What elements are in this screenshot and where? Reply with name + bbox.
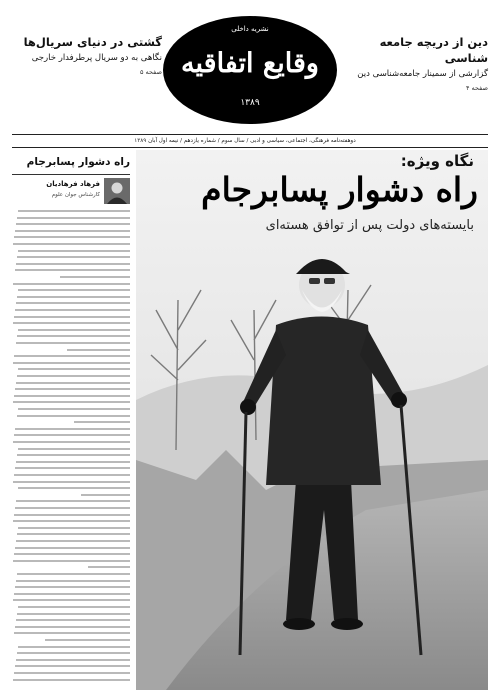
body-text-line bbox=[18, 646, 130, 648]
body-text-line bbox=[14, 474, 130, 476]
body-text-line bbox=[13, 679, 130, 681]
body-text-line bbox=[88, 566, 130, 568]
body-text-line bbox=[15, 586, 130, 588]
body-text-line bbox=[18, 289, 130, 291]
body-text-line bbox=[13, 520, 130, 522]
body-text-line bbox=[14, 355, 130, 357]
body-text-line bbox=[13, 401, 130, 403]
body-text-line bbox=[16, 659, 130, 661]
body-text-line bbox=[13, 243, 130, 245]
body-text-line bbox=[17, 415, 130, 417]
body-text-line bbox=[16, 342, 130, 344]
author-avatar bbox=[104, 178, 130, 204]
body-text-line bbox=[17, 652, 130, 654]
masthead-divider-bottom bbox=[12, 147, 488, 148]
body-text-line bbox=[13, 481, 130, 483]
teaser-tv-series[interactable] bbox=[12, 34, 162, 78]
body-text-line bbox=[18, 448, 130, 450]
body-text-line bbox=[16, 580, 130, 582]
body-text-line bbox=[60, 276, 130, 278]
body-text-line bbox=[14, 395, 130, 397]
logo-tagline: نشریه داخلی bbox=[231, 25, 269, 33]
teaser-religion-sociology[interactable] bbox=[338, 34, 488, 94]
body-text-line bbox=[14, 593, 130, 595]
teaser-subtitle: گزارشی از سمینار جامعه‌شناسی دین bbox=[357, 69, 488, 79]
body-text-line bbox=[17, 613, 130, 615]
sidebar-heading: راه دشوار پسابرجام bbox=[26, 156, 130, 168]
body-text-line bbox=[18, 606, 130, 608]
body-text-line bbox=[14, 672, 130, 674]
headline-subtitle: بایسته‌های دولت پس از توافق هسته‌ای bbox=[265, 218, 474, 233]
body-text-line bbox=[14, 236, 130, 238]
body-text-line bbox=[81, 494, 130, 496]
issue-year: ۱۳۸۹ bbox=[240, 98, 260, 108]
body-text-line bbox=[16, 302, 130, 304]
author-role: کارشناس جوان علوم bbox=[51, 192, 100, 198]
body-text-line bbox=[18, 527, 130, 529]
main-headline: راه دشوار پسابرجام bbox=[201, 170, 478, 209]
body-text-line bbox=[13, 441, 130, 443]
newspaper-title: وقایع اتفاقیه bbox=[181, 48, 319, 79]
body-text-line bbox=[16, 223, 130, 225]
teaser-title: دین از دریچه جامعه شناسی bbox=[379, 35, 488, 65]
body-text-line bbox=[15, 665, 130, 667]
body-text-line bbox=[15, 388, 130, 390]
body-text-line bbox=[16, 382, 130, 384]
body-text-line bbox=[14, 316, 130, 318]
body-text-line bbox=[17, 256, 130, 258]
issue-info-line: دوهفته‌نامه فرهنگی، اجتماعی، سیاسی و ادبی / سال سوم / شماره یازدهم / نیمه اول آبان ۱۳۸۹ bbox=[134, 138, 356, 144]
body-text-line bbox=[16, 540, 130, 542]
body-text-line bbox=[17, 454, 130, 456]
masthead-divider-top bbox=[12, 134, 488, 135]
body-text-line bbox=[16, 461, 130, 463]
body-text-line bbox=[45, 639, 130, 641]
author-name: فرهاد فرهادیان bbox=[46, 180, 100, 188]
body-text-line bbox=[16, 263, 130, 265]
body-text-line bbox=[15, 269, 130, 271]
body-text-line bbox=[15, 626, 130, 628]
body-text-line bbox=[13, 322, 130, 324]
body-text-line bbox=[18, 329, 130, 331]
masthead-logo bbox=[163, 16, 337, 124]
body-text-line bbox=[67, 349, 130, 351]
body-text-line bbox=[13, 560, 130, 562]
body-text-line bbox=[16, 500, 130, 502]
body-text-line bbox=[14, 434, 130, 436]
body-text-line bbox=[15, 507, 130, 509]
body-text-line bbox=[18, 210, 130, 212]
body-text-line bbox=[13, 283, 130, 285]
body-text-line bbox=[17, 217, 130, 219]
masthead bbox=[0, 0, 500, 148]
body-text-line bbox=[17, 573, 130, 575]
body-text-line bbox=[17, 296, 130, 298]
body-text-line bbox=[15, 230, 130, 232]
teaser-title: گشتی در دنیای سریال‌ها bbox=[23, 35, 162, 49]
body-text-line bbox=[18, 368, 130, 370]
sidebar-body-text bbox=[12, 210, 130, 688]
body-text-line bbox=[18, 250, 130, 252]
sidebar-article bbox=[12, 150, 130, 690]
headline-kicker: نگاه ویژه: bbox=[400, 152, 474, 170]
feature-photo bbox=[136, 150, 488, 690]
body-text-line bbox=[13, 599, 130, 601]
body-text-line bbox=[14, 514, 130, 516]
body-text-line bbox=[17, 335, 130, 337]
body-text-line bbox=[17, 375, 130, 377]
body-text-line bbox=[74, 421, 130, 423]
body-text-line bbox=[15, 467, 130, 469]
body-text-line bbox=[15, 309, 130, 311]
body-text-line bbox=[16, 619, 130, 621]
body-text-line bbox=[13, 362, 130, 364]
sidebar-divider bbox=[12, 174, 130, 175]
body-text-line bbox=[15, 428, 130, 430]
body-text-line bbox=[17, 533, 130, 535]
body-text-line bbox=[18, 408, 130, 410]
body-text-line bbox=[18, 487, 130, 489]
body-text-line bbox=[14, 632, 130, 634]
teaser-subtitle: نگاهی به دو سریال پرطرفدار خارجی bbox=[31, 53, 162, 63]
body-text-line bbox=[14, 553, 130, 555]
teaser-page-ref: صفحه ۵ bbox=[139, 68, 162, 76]
teaser-page-ref: صفحه ۴ bbox=[465, 84, 488, 92]
body-text-line bbox=[15, 547, 130, 549]
